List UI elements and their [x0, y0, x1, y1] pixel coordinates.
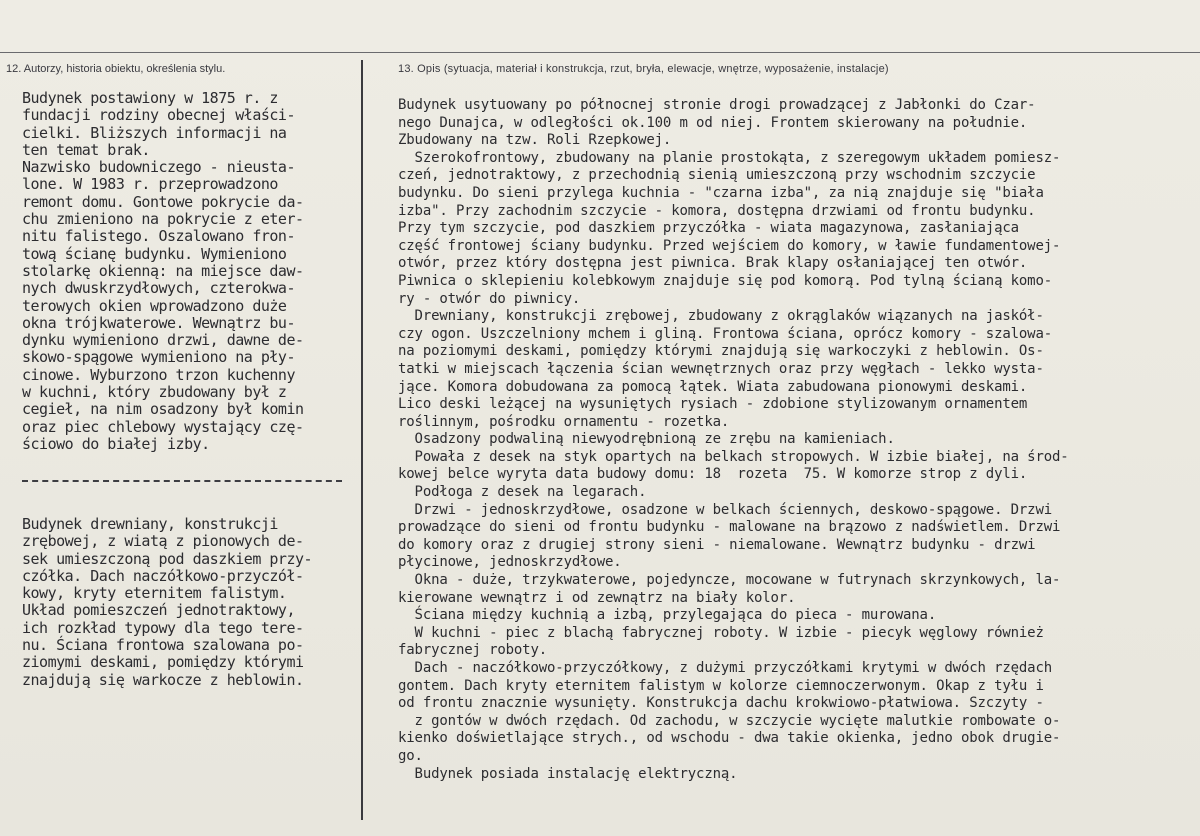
text-line: czółka. Dach naczółkowo-przyczół-	[22, 566, 304, 585]
text-line: znajdują się warkocze z heblowin.	[22, 670, 304, 689]
text-line: kowy, kryty eternitem falistym.	[22, 584, 287, 603]
text-line: ten temat brak.	[22, 140, 150, 159]
text-line: Budynek usytuowany po północnej stronie drogi prowadzącej z Jabłonki do Czar-	[398, 97, 1036, 113]
text-line: kienko doświetlające strych., od wschodu - dwa takie okienka, jedno obok drugie-	[398, 730, 1061, 747]
text-line: w kuchni, który zbudowany był z	[22, 383, 287, 402]
text-line: lone. W 1983 r. przeprowadzono	[22, 175, 278, 194]
text-line: część frontowej ściany budynku. Przed wejściem do komory, w ławie fundamentowej-	[398, 237, 1061, 254]
text-line: czy ogon. Uszczelniony mchem i gliną. Frontowa ściana, oprócz komory - szalowa-	[398, 325, 1053, 342]
text-line: Piwnica o sklepieniu kolebkowym znajduje się pod komorą. Pod tylną ścianą komo-	[398, 272, 1053, 289]
text-line: Zbudowany na tzw. Roli Rzepkowej.	[398, 132, 672, 149]
text-line: nitu falistego. Oszalowano fron-	[22, 227, 295, 246]
text-line: fundacji rodziny obecnej właści-	[22, 106, 295, 125]
text-line: jące. Komora dobudowana za pomocą łątek. Wiata zabudowana pionowymi deskami.	[398, 378, 1028, 395]
text-line: budynku. Do sieni przylega kuchnia - "czarna izba", za nią znajduje się "biała	[398, 184, 1044, 201]
text-line: otwór, przez który dostępna jest piwnica. Brak klapy osłaniającej ten otwór.	[398, 255, 1028, 272]
text-line: roślinnym, pośrodku ornamentu - rozetka.	[398, 413, 730, 430]
text-line: nu. Ściana frontowa szalowana po-	[22, 636, 304, 655]
text-line: W kuchni - piec z blachą fabrycznej roboty. W izbie - piecyk węglowy również	[398, 624, 1044, 641]
text-line: płycinowe, jednoskrzydłowe.	[398, 554, 622, 571]
text-line: Budynek posiada instalację elektryczną.	[398, 765, 738, 782]
history-text	[22, 90, 358, 453]
dashed-separator	[22, 480, 342, 482]
text-line: Ściana między kuchnią a izbą, przylegająca do pieca - murowana.	[398, 607, 937, 624]
text-line: Nazwisko budowniczego - nieusta-	[22, 158, 295, 177]
text-line: Układ pomieszczeń jednotraktowy,	[22, 601, 295, 620]
summary-text	[22, 516, 358, 689]
column-divider	[361, 60, 363, 820]
text-line: cegieł, na nim osadzony był komin	[22, 400, 304, 419]
description-text	[398, 97, 1198, 783]
section-13-heading: 13. Opis (sytuacja, materiał i konstrukcja, rzut, bryła, elewacje, wnętrze, wyposażenie, instalacje)	[398, 63, 889, 75]
text-line: Podłoga z desek na legarach.	[398, 484, 647, 501]
text-line: tatki w miejscach łączenia ścian wewnętrznych oraz przy węgłach - lekko wysta-	[398, 360, 1044, 377]
text-line: czeń, jednotraktowy, z przechodnią sienią umieszczoną przy wschodnim szczycie	[398, 167, 1036, 184]
text-line: Budynek drewniany, konstrukcji	[22, 515, 278, 533]
text-line: dynku wymieniono drzwi, dawne de-	[22, 331, 304, 350]
text-line: okna trójkwaterowe. Wewnątrz bu-	[22, 313, 295, 332]
text-line: Drzwi - jednoskrzydłowe, osadzone w belkach ściennych, deskowo-spągowe. Drzwi	[398, 501, 1053, 518]
text-line: kierowane wewnątrz i od zewnątrz na biały kolor.	[398, 589, 796, 606]
top-rule	[0, 52, 1200, 53]
section-12-heading: 12. Autorzy, historia obiektu, określenia stylu.	[6, 63, 226, 75]
text-line: cinowe. Wyburzono trzon kuchenny	[22, 365, 295, 384]
text-line: ry - otwór do piwnicy.	[398, 290, 581, 307]
text-line: izba". Przy zachodnim szczycie - komora, dostępna drzwiami od frontu budynku.	[398, 202, 1036, 219]
text-line: Lico deski leżącej na wysuniętych rysiach - zdobione stylizowanym ornamentem	[398, 396, 1028, 413]
text-line: skowo-spągowe wymieniono na pły-	[22, 348, 295, 367]
text-line: na poziomymi deskami, pomiędzy którymi znajdują się warkoczyki z heblowin. Os-	[398, 343, 1044, 360]
text-line: nych dwuskrzydłowych, czterokwa-	[22, 279, 295, 298]
text-line: Dach - naczółkowo-przyczółkowy, z dużymi przyczółkami krytymi w dwóch rzędach	[398, 660, 1053, 676]
text-line: sek umieszczoną pod daszkiem przy-	[22, 549, 313, 568]
text-line: cielki. Bliższych informacji na	[22, 123, 287, 142]
text-line: remont domu. Gontowe pokrycie da-	[22, 192, 304, 211]
text-line: zrębowej, z wiatą z pionowych de-	[22, 532, 304, 551]
text-line: Budynek postawiony w 1875 r. z	[22, 89, 278, 107]
text-line: ziomymi deskami, pomiędzy którymi	[22, 653, 304, 672]
text-line: Szerokofrontowy, zbudowany na planie prostokąta, z szeregowym układem pomiesz-	[398, 149, 1061, 166]
text-line: tową ścianę budynku. Wymieniono	[22, 244, 287, 263]
text-line: kowej belce wyryta data budowy domu: 18 rozeta 75. W komorze strop z dyli.	[398, 466, 1028, 483]
text-line: od frontu znacznie wysunięty. Konstrukcja dachu krokwiowo-płatwiowa. Szczyty -	[398, 695, 1044, 712]
text-line: stolarkę okienną: na miejsce daw-	[22, 261, 304, 280]
text-line: ściowo do białej izby.	[22, 434, 210, 453]
text-line: z gontów w dwóch rzędach. Od zachodu, w szczycie wycięte malutkie rombowate o-	[398, 712, 1061, 729]
text-line: fabrycznej roboty.	[398, 642, 548, 659]
text-line: ich rozkład typowy dla tego tere-	[22, 618, 304, 637]
text-line: nego Dunajca, w odległości ok.100 m od niej. Frontem skierowany na południe.	[398, 114, 1028, 131]
text-line: oraz piec chlebowy wystający czę-	[22, 417, 304, 436]
text-line: Drewniany, konstrukcji zrębowej, zbudowany z okrąglaków wiązanych na jaskół-	[398, 308, 1044, 325]
text-line: do komory oraz z drugiej strony sieni - niemalowane. Wewnątrz budynku - drzwi	[398, 536, 1036, 553]
text-line: Osadzony podwaliną niewyodrębnioną ze zrębu na kamieniach.	[398, 431, 895, 448]
text-line: go.	[398, 747, 423, 764]
text-line: chu zmieniono na pokrycie z eter-	[22, 210, 304, 229]
text-line: Okna - duże, trzykwaterowe, pojedyncze, mocowane w futrynach skrzynkowych, la-	[398, 572, 1061, 589]
text-line: terowych okien wprowadzono duże	[22, 296, 287, 315]
text-line: Powała z desek na styk opartych na belkach stropowych. W izbie białej, na środ-	[398, 448, 1069, 465]
text-line: prowadzące do sieni od frontu budynku - malowane na brązowo z nadświetlem. Drzwi	[398, 519, 1061, 536]
text-line: Przy tym szczycie, pod daszkiem przyczółka - wiata magazynowa, zasłaniająca	[398, 220, 1019, 237]
text-line: gontem. Dach kryty eternitem falistym w kolorze ciemnoczerwonym. Okap z tyłu i	[398, 677, 1044, 694]
